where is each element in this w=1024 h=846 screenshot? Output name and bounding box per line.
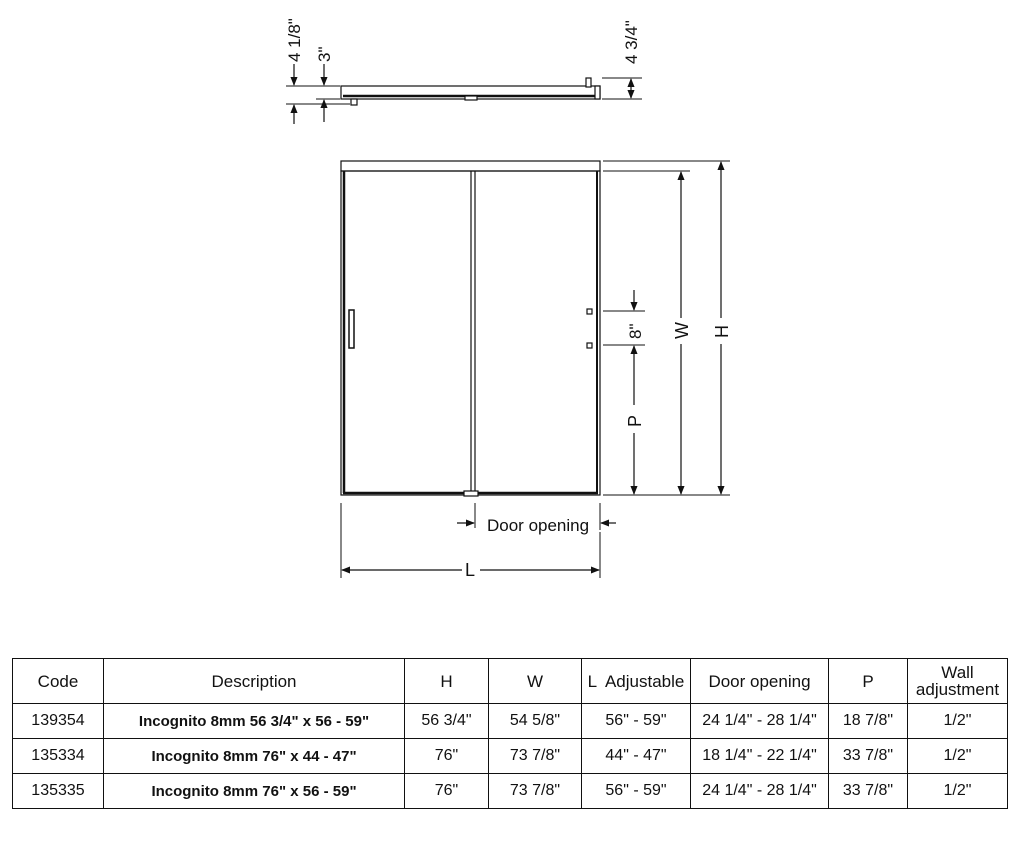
table-row	[13, 739, 1008, 774]
cell-l-adjustable: 56" - 59"	[582, 774, 691, 809]
cell-description: Incognito 8mm 76" x 44 - 47"	[104, 739, 405, 774]
cell-code: 139354	[13, 704, 104, 739]
cell-w: 73 7/8"	[489, 739, 582, 774]
header-code: Code	[13, 659, 104, 704]
door-handle	[349, 310, 354, 348]
dim-w-label: W	[672, 322, 692, 339]
table-row	[13, 774, 1008, 809]
header-wall-adjustment: Wall adjustment	[908, 659, 1008, 704]
header-rail	[341, 161, 600, 171]
cell-description: Incognito 8mm 56 3/4" x 56 - 59"	[104, 704, 405, 739]
top-view	[286, 64, 642, 124]
cell-l-adjustable: 44" - 47"	[582, 739, 691, 774]
header-p: P	[829, 659, 908, 704]
header-h: H	[405, 659, 489, 704]
dim-p-label: P	[625, 414, 645, 427]
cell-door-opening: 24 1/4" - 28 1/4"	[691, 704, 829, 739]
cell-l-adjustable: 56" - 59"	[582, 704, 691, 739]
cell-door-opening: 24 1/4" - 28 1/4"	[691, 774, 829, 809]
cell-code: 135335	[13, 774, 104, 809]
cell-p: 18 7/8"	[829, 704, 908, 739]
cell-wall-adjustment: 1/2"	[908, 704, 1008, 739]
cell-code: 135334	[13, 739, 104, 774]
header-l-adjustable: L Adjustable	[582, 659, 691, 704]
cell-h: 56 3/4"	[405, 704, 489, 739]
cell-p: 33 7/8"	[829, 774, 908, 809]
cell-h: 76"	[405, 739, 489, 774]
dim-8-label: 8"	[626, 323, 645, 339]
door-opening-label: Door opening	[487, 516, 590, 535]
header-description: Description	[104, 659, 405, 704]
table-row	[13, 704, 1008, 739]
header-w: W	[489, 659, 582, 704]
table-header-row	[13, 659, 1008, 704]
dim-4-3-4-label: 4 3/4"	[622, 20, 641, 64]
cell-wall-adjustment: 1/2"	[908, 774, 1008, 809]
dim-l-label: L	[465, 560, 476, 580]
header-door-opening: Door opening	[691, 659, 829, 704]
dim-4-1-8-label: 4 1/8"	[285, 18, 304, 62]
cell-h: 76"	[405, 774, 489, 809]
dim-h-label: H	[712, 325, 732, 338]
cell-door-opening: 18 1/4" - 22 1/4"	[691, 739, 829, 774]
cell-p: 33 7/8"	[829, 739, 908, 774]
cell-w: 73 7/8"	[489, 774, 582, 809]
cell-wall-adjustment: 1/2"	[908, 739, 1008, 774]
spec-table	[12, 658, 1008, 809]
dim-3-label: 3"	[315, 46, 334, 62]
cell-w: 54 5/8"	[489, 704, 582, 739]
cell-description: Incognito 8mm 76" x 56 - 59"	[104, 774, 405, 809]
